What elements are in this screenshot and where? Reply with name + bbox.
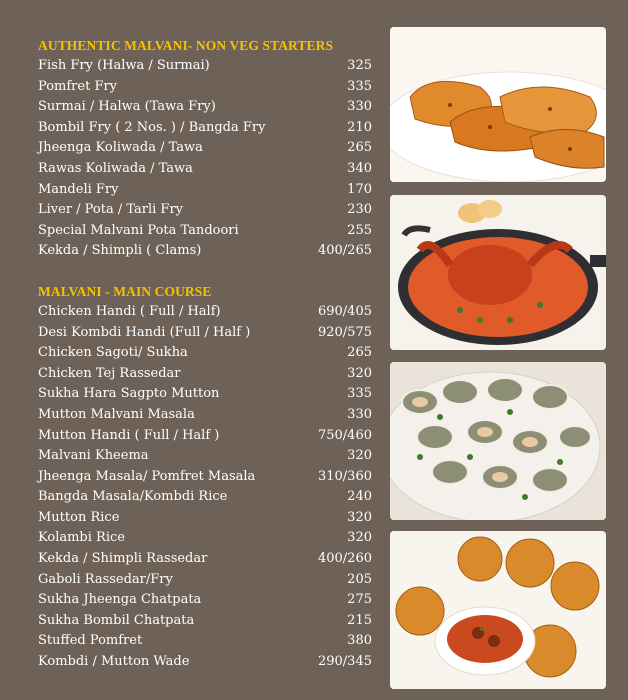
menu-column	[38, 36, 372, 673]
menu-item-price: 240	[347, 489, 372, 505]
menu-item-price: 320	[347, 448, 372, 464]
menu-item-price: 265	[347, 345, 372, 361]
menu-item-price: 335	[347, 78, 372, 94]
menu-item	[38, 77, 372, 98]
menu-item	[38, 631, 372, 652]
menu-item-name: Bangda Masala/Kombdi Rice	[38, 489, 228, 505]
menu-item	[38, 56, 372, 77]
menu-item-name: Sukha Jheenga Chatpata	[38, 592, 202, 608]
menu-item-price: 275	[347, 592, 372, 608]
menu-item-name: Surmai / Halwa (Tawa Fry)	[38, 99, 216, 115]
menu-item-price: 690/405	[317, 303, 372, 319]
menu-item-price: 310/360	[317, 468, 372, 484]
menu-item	[38, 200, 372, 221]
menu-item	[38, 590, 372, 611]
clams-photo	[390, 362, 606, 520]
menu-item-name: Mutton Handi ( Full / Half )	[38, 427, 220, 443]
menu-item-name: Bombil Fry ( 2 Nos. ) / Bangda Fry	[38, 119, 266, 135]
menu-item-name: Jheenga Koliwada / Tawa	[38, 140, 203, 156]
menu-item-name: Fish Fry (Halwa / Surmai)	[38, 58, 210, 73]
menu-item-name: Pomfret Fry	[38, 78, 118, 94]
menu-item-name: Mutton Malvani Masala	[38, 406, 195, 422]
menu-item-price: 290/345	[317, 654, 372, 670]
menu-item-name: Chicken Tej Rassedar	[38, 365, 181, 381]
menu-item-price: 335	[347, 386, 372, 402]
starters-heading: AUTHENTIC MALVANI- NON VEG STARTERS	[38, 38, 334, 53]
menu-item-name: Kombdi / Mutton Wade	[38, 654, 190, 670]
menu-item-price: 230	[347, 202, 372, 218]
menu-item-price: 320	[347, 530, 372, 546]
menu-item-name: Special Malvani Pota Tandoori	[38, 222, 239, 238]
menu-item-price: 920/575	[317, 324, 372, 340]
menu-item-name: Mandeli Fry	[38, 181, 119, 197]
menu-item-name: Stuffed Pomfret	[38, 633, 143, 649]
menu-item	[38, 97, 372, 118]
menu-item	[38, 323, 372, 344]
menu-item	[38, 138, 372, 159]
menu-item-price: 325	[347, 58, 372, 73]
main-course-heading: MALVANI - MAIN COURSE	[38, 283, 212, 299]
menu-item-name: Chicken Sagoti/ Sukha	[38, 345, 188, 361]
main-course-list	[38, 302, 372, 673]
menu-item	[38, 426, 372, 447]
menu-item-price: 255	[347, 222, 372, 238]
menu-item-name: Chicken Handi ( Full / Half)	[38, 303, 221, 319]
menu-item-name: Liver / Pota / Tarli Fry	[38, 202, 184, 218]
menu-item-price: 265	[347, 140, 372, 156]
menu-item-price: 750/460	[317, 427, 372, 443]
menu-item	[38, 343, 372, 364]
menu-item	[38, 528, 372, 549]
menu-item-name: Sukha Hara Sagpto Mutton	[38, 386, 220, 402]
menu-item	[38, 241, 372, 262]
menu-item-name: Mutton Rice	[38, 509, 120, 525]
menu-item	[38, 118, 372, 139]
menu-item-price: 330	[347, 99, 372, 115]
menu-item	[38, 302, 372, 323]
menu-item	[38, 364, 372, 385]
menu-item	[38, 467, 372, 488]
menu-item-price: 210	[347, 119, 372, 135]
menu-item-name: Rawas Koliwada / Tawa	[38, 160, 193, 176]
menu-item-price: 330	[347, 406, 372, 422]
menu-item-price: 320	[347, 509, 372, 525]
menu-item-price: 400/260	[317, 551, 372, 567]
kombdi-wade-photo	[390, 531, 606, 689]
menu-item	[38, 508, 372, 529]
menu-item-price: 400/265	[317, 243, 372, 259]
menu-item-name: Kekda / Shimpli Rassedar	[38, 551, 208, 567]
menu-item	[38, 446, 372, 467]
menu-item-name: Malvani Kheema	[38, 448, 149, 464]
starters-list	[38, 56, 372, 262]
menu-item	[38, 384, 372, 405]
crab-curry-photo	[390, 195, 606, 350]
menu-item-price: 320	[347, 365, 372, 381]
menu-item	[38, 405, 372, 426]
menu-item-name: Kekda / Shimpli ( Clams)	[38, 243, 202, 259]
menu-item-price: 340	[347, 160, 372, 176]
menu-item	[38, 487, 372, 508]
menu-item-name: Sukha Bombil Chatpata	[38, 612, 195, 628]
menu-item-price: 215	[347, 612, 372, 628]
menu-item	[38, 570, 372, 591]
menu-item	[38, 549, 372, 570]
menu-item-name: Jheenga Masala/ Pomfret Masala	[38, 468, 256, 484]
menu-item	[38, 221, 372, 242]
menu-item-price: 170	[347, 181, 372, 197]
menu-item-name: Gaboli Rassedar/Fry	[38, 571, 173, 587]
menu-item	[38, 611, 372, 632]
menu-item	[38, 180, 372, 201]
menu-item	[38, 159, 372, 180]
menu-item-name: Desi Kombdi Handi (Full / Half )	[38, 324, 251, 340]
menu-item-name: Kolambi Rice	[38, 530, 125, 546]
menu-item-price: 380	[347, 633, 372, 649]
menu-item-price: 205	[347, 571, 372, 587]
menu-item	[38, 652, 372, 673]
fish-fry-photo	[390, 27, 606, 182]
